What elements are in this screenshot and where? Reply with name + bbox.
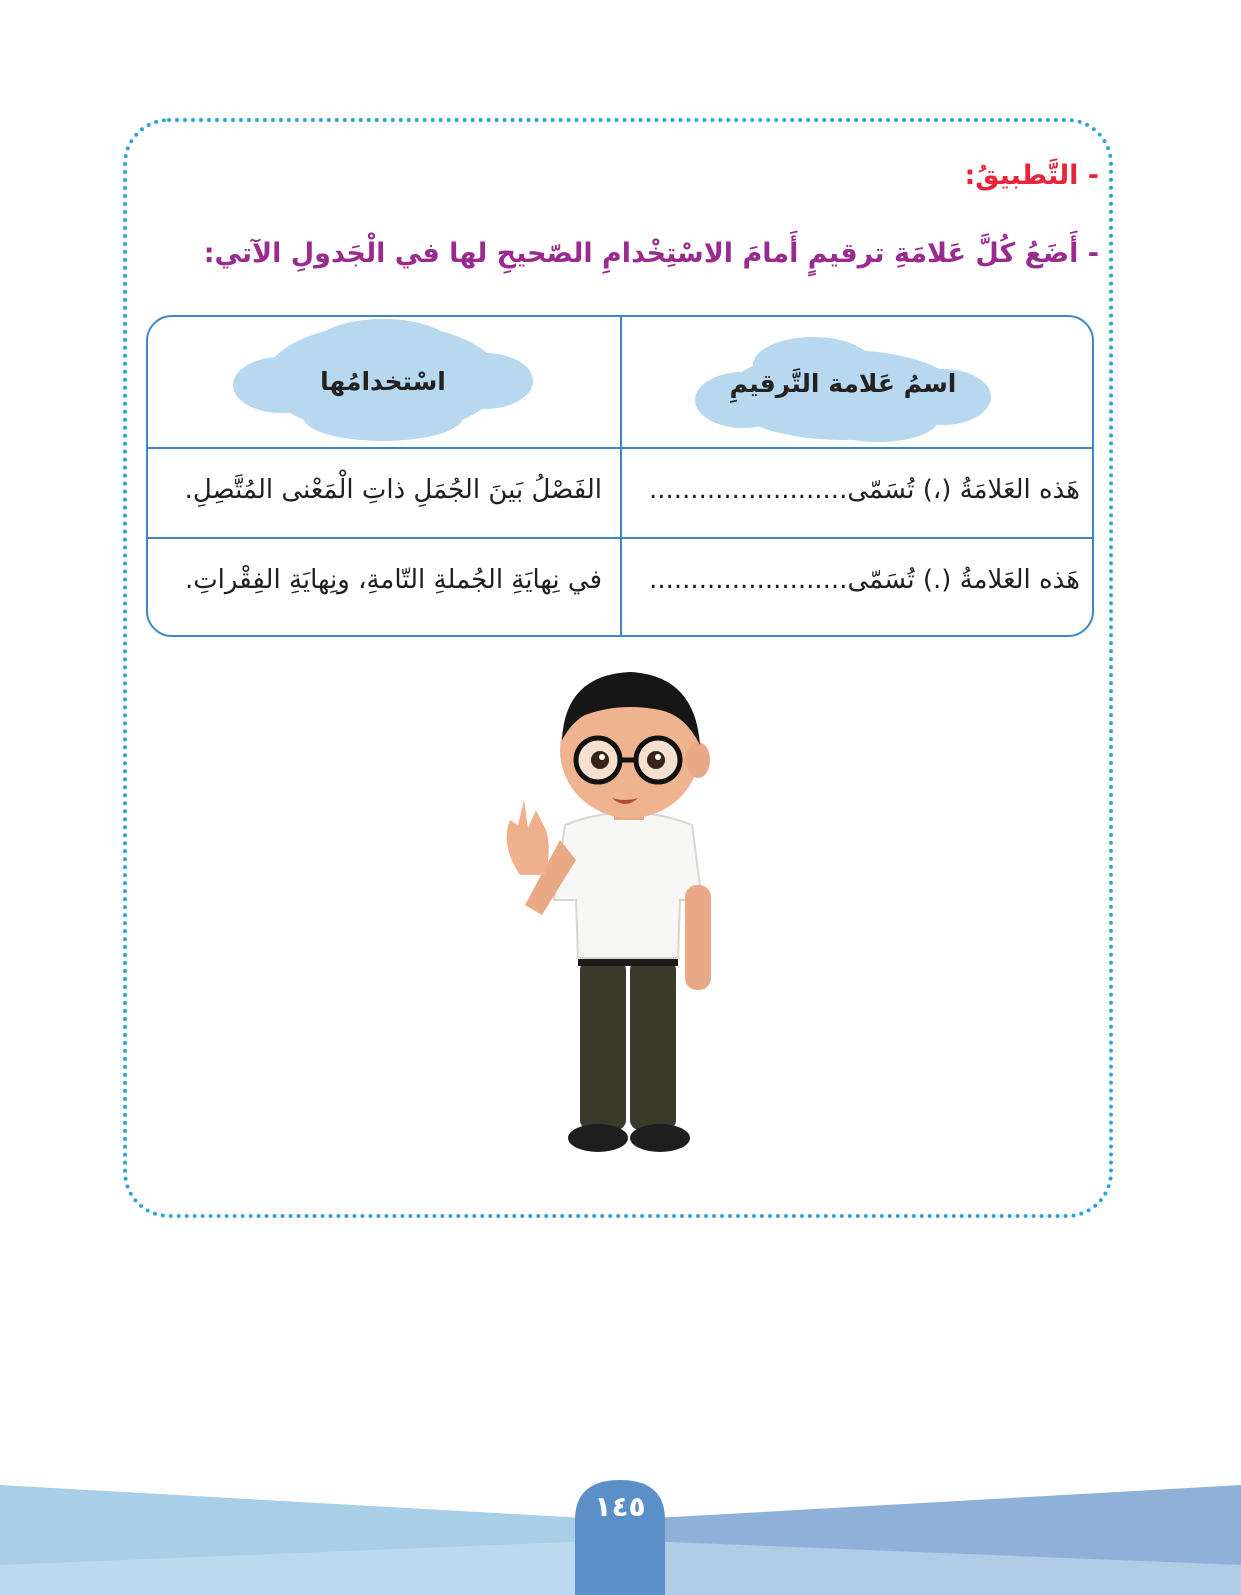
table-column-divider bbox=[620, 317, 622, 635]
table-row-divider bbox=[148, 537, 1092, 539]
header-usage: اسْتخدامُها bbox=[320, 367, 446, 396]
row-2-name bbox=[649, 565, 1080, 595]
header-punctuation-name: اسمُ عَلامة التَّرقيمِ bbox=[729, 369, 957, 398]
punctuation-table bbox=[146, 315, 1094, 637]
footer-band bbox=[0, 1470, 1241, 1595]
row-2-name-text: هَذه العَلامةُ (.) تُسَمّى bbox=[847, 565, 1080, 595]
boy-character-illustration bbox=[480, 660, 740, 1170]
row-2-usage: في نِهايَةِ الجُملةِ التّامةِ، ونِهايَةِ الفِقْراتِ. bbox=[184, 565, 602, 595]
row-1-name bbox=[649, 475, 1080, 505]
row-1-usage: الفَصْلُ بَينَ الجُمَلِ ذاتِ الْمَعْنى المُتَّصِلِ. bbox=[184, 475, 602, 505]
row-1-name-text: هَذه العَلامَةُ (،) تُسَمّى bbox=[847, 475, 1080, 505]
row-2-blank: ........................ bbox=[649, 565, 848, 595]
section-heading: - التَّطبيقُ: bbox=[964, 160, 1099, 191]
exercise-instruction: - أَضَعُ كُلَّ عَلامَةِ ترقيمٍ أَمامَ الاسْتِخْدامِ الصّحيحِ لها في الْجَدولِ الآتي: bbox=[203, 238, 1099, 269]
page-number: ١٤٥ bbox=[594, 1490, 646, 1523]
row-1-blank: ........................ bbox=[648, 475, 848, 505]
table-header-divider bbox=[148, 447, 1092, 449]
